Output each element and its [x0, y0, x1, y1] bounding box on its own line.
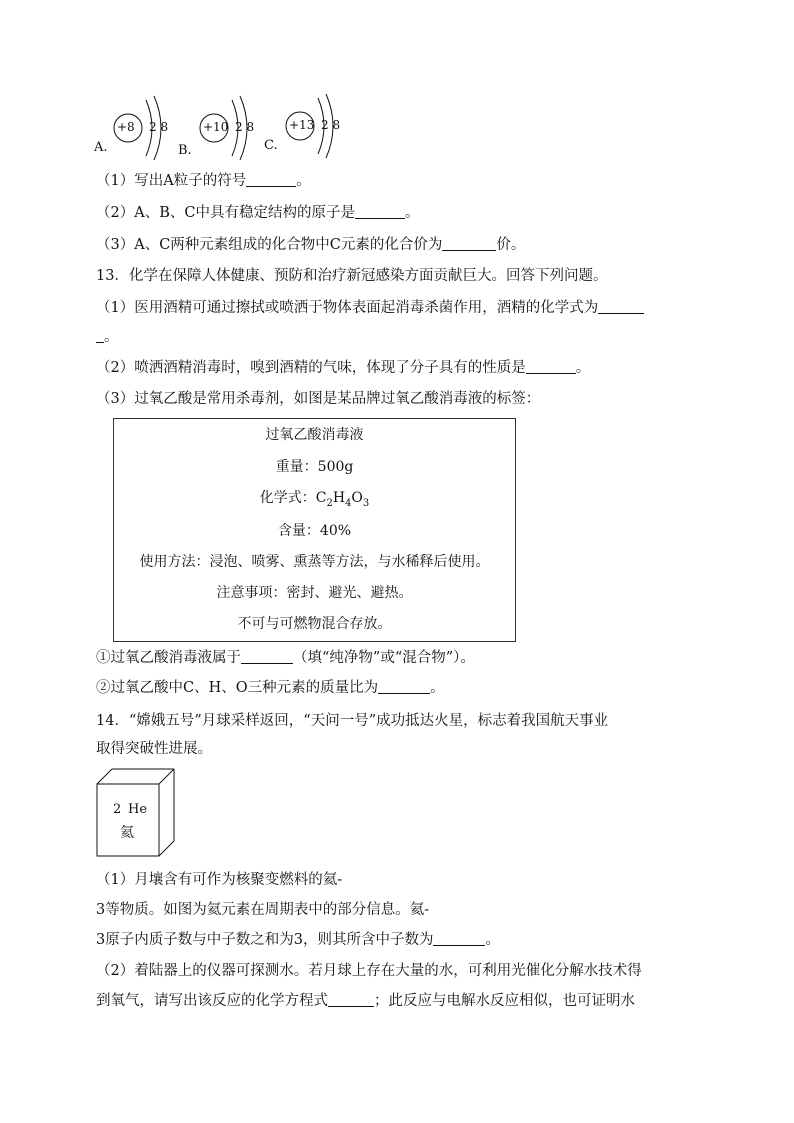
- q13-part2: （2）喷洒酒精消毒时，嗅到酒精的气味，体现了分子具有的性质是 。: [96, 360, 591, 376]
- answer-blank[interactable]: [598, 299, 644, 314]
- q14-part1-line3: 3原子内质子数与中子数之和为3，则其所含中子数为 。: [96, 932, 500, 948]
- label-content: 含量：40%: [277, 523, 352, 539]
- answer-blank[interactable]: [328, 992, 374, 1007]
- answer-blank[interactable]: [246, 172, 296, 187]
- element-name: 氦: [120, 825, 134, 841]
- label-weight: 重量：500g: [275, 459, 354, 475]
- atom-option-c: C.: [264, 138, 278, 153]
- label-formula: 化学式：$C_2H_4O_3$: [259, 490, 370, 509]
- q14-part1-line1: （1）月壤含有可作为核聚变燃料的氦-: [96, 872, 343, 888]
- q12-part2: （2）A、B、C中具有稳定结构的原子是 。: [96, 205, 420, 221]
- q13-sub2: ②过氧乙酸中C、H、O三种元素的质量比为 。: [96, 680, 445, 696]
- answer-blank[interactable]: [433, 931, 485, 946]
- label-warning: 不可与可燃物混合存放。: [237, 616, 392, 632]
- element-number: 2: [113, 802, 122, 817]
- q13-part3: （3）过氧乙酸是常用杀毒剂，如图是某品牌过氧乙酸消毒液的标签：: [96, 391, 541, 407]
- q14-part1-line2: 3等物质。如图为氦元素在周期表中的部分信息。氦-: [96, 902, 430, 918]
- answer-blank[interactable]: [526, 359, 576, 374]
- element-symbol: He: [128, 802, 148, 817]
- answer-blank[interactable]: [355, 204, 405, 219]
- label-title: 过氧乙酸消毒液: [265, 427, 364, 443]
- atom-diagram-b: [176, 88, 260, 160]
- atom-diagram-c: [262, 88, 346, 160]
- atom-electrons-b: 2 8: [235, 120, 255, 134]
- q14-stem-line2: 取得突破性进展。: [96, 741, 212, 757]
- product-label: [113, 418, 516, 642]
- atom-electrons-c: 2 8: [321, 118, 341, 132]
- answer-blank[interactable]: [442, 236, 496, 251]
- atom-option-a: A.: [94, 140, 108, 155]
- periodic-table-cell: [96, 768, 176, 866]
- atom-electrons-a: 2 8: [149, 120, 169, 134]
- answer-blank[interactable]: [96, 328, 104, 343]
- q13-part1: （1）医用酒精可通过擦拭或喷洒于物体表面起消毒杀菌作用，酒精的化学式为: [96, 298, 644, 318]
- q14-part2-line2: 到氧气，请写出该反应的化学方程式 ；此反应与电解水反应相似，也可证明水: [96, 993, 635, 1009]
- q14-stem-line1: 14．“嫦娥五号”月球采样返回，“天问一号”成功抵达火星，标志着我国航天事业: [96, 713, 609, 729]
- label-notice: 注意事项：密封、避光、避热。: [216, 585, 413, 601]
- q12-part3: （3）A、C两种元素组成的化合物中C元素的化合价为 价。: [96, 237, 526, 253]
- q13-part1-cont: 。: [96, 327, 119, 347]
- q12-part1: （1）写出A粒子的符号 。: [96, 173, 311, 189]
- answer-blank[interactable]: [241, 649, 293, 664]
- atom-option-b: B.: [178, 143, 192, 158]
- atom-nucleus-a: +8: [117, 120, 135, 134]
- q14-part2-line1: （2）着陆器上的仪器可探测水。若月球上存在大量的水，可利用光催化分解水技术得: [96, 963, 642, 979]
- atom-diagram-a: [92, 88, 176, 160]
- atom-nucleus-c: +13: [289, 118, 315, 132]
- q13-stem: 13．化学在保障人体健康、预防和治疗新冠感染方面贡献巨大。回答下列问题。: [96, 268, 608, 284]
- atom-nucleus-b: +10: [203, 120, 229, 134]
- answer-blank[interactable]: [378, 679, 430, 694]
- label-usage: 使用方法：浸泡、喷雾、熏蒸等方法，与水稀释后使用。: [139, 554, 490, 570]
- q13-sub1: ①过氧乙酸消毒液属于 （填“纯净物”或“混合物”）。: [96, 650, 475, 666]
